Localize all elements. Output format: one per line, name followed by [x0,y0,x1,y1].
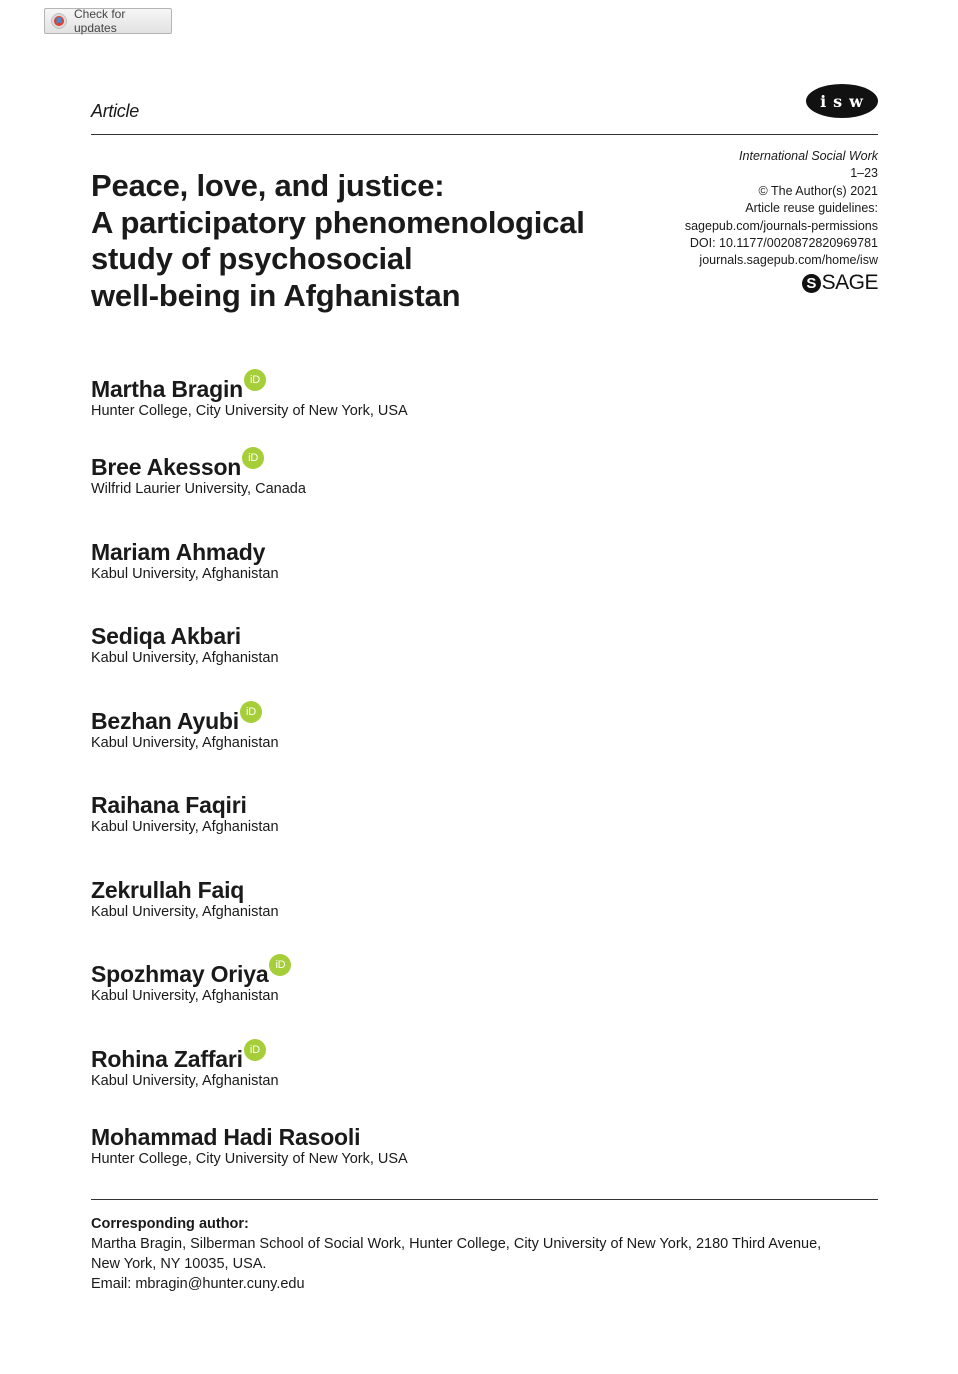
author-entry [91,707,279,752]
orcid-icon[interactable]: iD [240,701,262,723]
author-name: Spozhmay Oriya [91,961,269,987]
crossmark-icon [51,13,67,29]
author-affiliation: Kabul University, Afghanistan [91,904,279,920]
copyright-notice: © The Author(s) 2021 [758,183,878,198]
author-entry [91,876,279,921]
author-affiliation: Kabul University, Afghanistan [91,650,279,666]
journal-homepage-link[interactable]: journals.sagepub.com/home/isw [699,253,878,268]
orcid-icon[interactable]: iD [244,369,266,391]
author-entry [91,538,279,583]
corresponding-address-line: New York, NY 10035, USA. [91,1256,267,1272]
footer-divider [91,1199,878,1200]
title-line: study of psychosocial [91,241,413,276]
orcid-icon[interactable]: iD [244,1039,266,1061]
article-title [91,168,651,314]
title-line: A participatory phenomenological [91,204,585,240]
author-affiliation: Kabul University, Afghanistan [91,735,279,751]
orcid-icon[interactable]: iD [269,954,291,976]
author-name: Martha Bragin [91,376,244,402]
author-entry [91,375,408,420]
email-link[interactable]: mbragin@hunter.cuny.edu [135,1276,305,1292]
corresponding-email-line [91,1274,881,1294]
author-affiliation: Kabul University, Afghanistan [91,819,279,835]
author-affiliation: Kabul University, Afghanistan [91,1073,279,1089]
page-range: 1–23 [850,166,878,181]
title-line: well-being in Afghanistan [91,277,461,313]
author-name: Bezhan Ayubi [91,708,239,734]
sage-publisher-logo [802,271,878,295]
title-line: Peace, love, and justice: [91,168,445,203]
doi[interactable]: DOI: 10.1177/0020872820969781 [689,236,878,251]
orcid-icon[interactable]: iD [242,447,264,469]
journal-name: International Social Work [739,149,878,163]
header-divider [91,134,878,135]
author-name: Sediqa Akbari [91,623,241,649]
journal-logo: isw [806,84,878,118]
author-entry [91,960,291,1005]
author-name: Raihana Faqiri [91,792,247,818]
sage-wordmark: SAGE [821,271,878,294]
article-type-label: Article [91,101,139,121]
author-entry [91,1123,408,1168]
author-affiliation: Wilfrid Laurier University, Canada [91,481,306,497]
author-entry [91,622,279,667]
author-entry [91,791,279,836]
author-affiliation: Kabul University, Afghanistan [91,988,279,1004]
corresponding-address-line: Martha Bragin, Silberman School of Social Work, Hunter College, City University of New York, 2180 Third Avenue, [91,1236,822,1252]
reuse-guidelines-label: Article reuse guidelines: [745,201,878,216]
author-name: Mohammad Hadi Rasooli [91,1124,361,1150]
author-affiliation: Hunter College, City University of New York, USA [91,1151,408,1167]
sage-s-icon: S [802,274,821,293]
author-name: Mariam Ahmady [91,539,266,565]
corresponding-author-label: Corresponding author: [91,1216,249,1232]
author-name: Zekrullah Faiq [91,877,245,903]
author-entry [91,453,306,498]
check-for-updates-label: Check for updates [74,7,126,35]
author-affiliation: Kabul University, Afghanistan [91,566,279,582]
check-for-updates-button[interactable] [44,8,172,34]
author-entry [91,1045,279,1090]
reuse-permissions-link[interactable]: sagepub.com/journals-permissions [684,218,878,233]
author-affiliation: Hunter College, City University of New York, USA [91,403,408,419]
email-prefix: Email: [91,1276,136,1292]
author-name: Bree Akesson [91,454,242,480]
author-name: Rohina Zaffari [91,1046,243,1072]
corresponding-author-block [91,1214,881,1294]
